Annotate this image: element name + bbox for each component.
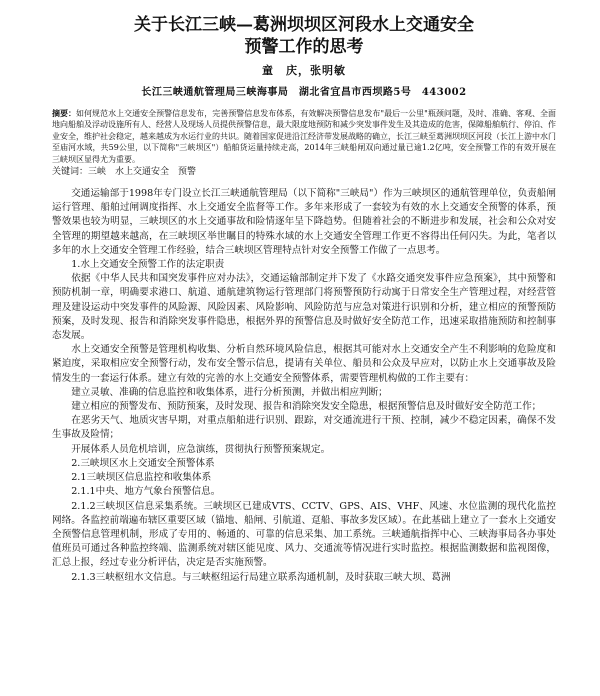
subsection-heading: 2.1.1中央、地方气象台预警信息。 [71,486,221,498]
body-paragraph: 交通运输部于1998年专门设立长江三峡通航管理局（以下简称"三峡局"）作为三峡坝区的通航管理单位，负责船闸运行管理、船舶过闸调度指挥、水上交通安全监督等工作。多年来形成了一套较为有效的水上交通安全预警的体系，预警效果也较为明显，三峡坝区的水上交通事故和险情逐年呈下降趋势。但随着社会的不断进步和发展，社会和公众对安全管理的期望越来越高，在三峡坝区举世瞩目的特殊水域的水上交通安全管理工作更不容得出任何闪失。为此，笔者以多年的水上交通安全管理工作经验，结合三峡坝区管理特点针对安全预警工作做了一点思考。 [52,188,556,256]
abstract [52,108,556,165]
affiliation: 长江三峡通航管理局三峡海事局 湖北省宜昌市西坝路5号 443002 [141,87,467,98]
section-heading: 2.三峡坝区水上交通安全预警体系 [71,457,215,469]
abstract-text: 如何规范水上交通安全预警信息发布，完善预警信息发布体系，有效解决预警信息发布"最后一公里"瓶颈问题，及时、准确、客观、全面地向船舶及浮动设施所有人、经营人及现场人员提供预警信息，最大限度地预防和减少突发事件发生及其造成的危害，保障船舶航行、停泊、作业安全，维护社会稳定，越来越成为水运行业的共识。随着国家促进沿江经济带发展战略的确立，长江三峡至葛洲坝坝区河段（长江上游中水门至庙河水域，共59公里，以下简称"三峡坝区"）船舶货运量持续走高，2014年三峡船闸双向通过量已逾1.2亿吨，安全预警工作的有效开展在三峡坝区显得尤为重要。 [52,109,556,164]
keywords-text: 三峡 水上交通安全 预警 [88,167,197,178]
section-heading: 1.水上交通安全预警工作的法定职责 [71,259,225,271]
body-paragraph: 水上交通安全预警是管理机构收集、分析自然环境风险信息，根据其可能对水上交通安全产生不利影响的危险度和紧迫度，采取相应安全预警行动，发布安全警示信息，提请有关单位、船员和公众及早应对，以防止水上交通事故及险情发生的一套运行体系。建立有效的完善的水上交通安全预警体系，需要管理机构做的工作主要有： [52,344,556,384]
subsection-heading: 2.1三峡坝区信息监控和收集体系 [71,472,212,484]
body-paragraph: 在恶劣天气、地质灾害早期，对重点船舶进行识别、跟踪，对交通流进行干预、控制，减少不稳定因素，确保不发生事故及险情； [52,415,556,441]
body-paragraph: 建立相应的预警发布、预防预案，及时发现、报告和消除突发安全隐患，根据预警信息及时做好安全防范工作； [71,401,542,413]
keywords [52,166,556,179]
abstract-label: 摘要： [52,108,77,118]
body-text [52,187,556,585]
body-paragraph: 开展体系人员危机培训，应急演练，贯彻执行预警预案规定。 [71,443,331,455]
body-paragraph: 2.1.2三峡坝区信息采集系统。三峡坝区已建成VTS、CCTV、GPS、AIS、VHF、风速、水位监测的现代化监控网络。各监控前端遍布辖区重要区域（锚地、船闸、引航道、趸船、事故多发区域）。在此基础上建立了一套水上交通安全预警信息管理机制，形成了专用的、畅通的、可靠的信息采集、加工系统。三峡通航指挥中心、三峡海事局各办事处值班员可通过各种监控终端、监测系统对辖区能见度、风力、交通流等情况进行实时监控。根据监测数据和监视图像，汇总上报，经过专业分析评估，决定是否实施预警。 [52,500,556,569]
keywords-label: 关键词： [52,167,89,178]
paper-title: 关于长江三峡—葛洲坝坝区河段水上交通安全 [134,15,474,35]
body-paragraph: 2.1.3三峡枢纽水文信息。与三峡枢纽运行局建立联系沟通机制，及时获取三峡大坝、葛洲 [71,571,451,583]
body-paragraph: 依据《中华人民共和国突发事件应对办法》，交通运输部制定并下发了《水路交通突发事件应急预案》，其中预警和预防机制一章，明确要求港口、航道、通航建筑物运行管理部门将预警预防行动寓于日常安全生产管理过程，对经营管理及建设运动中突发事件的风险源、风险因素、风险影响、风险防范与应急对策进行识别和分析，建立相应的预警预防预案，及时发现、报告和消除突发事件隐患，根据外界的预警信息及时做好安全防范工作，迅速采取措施预防和控制事态发展。 [52,273,556,342]
authors: 童 庆，张明敏 [262,64,346,77]
paper-subtitle: 预警工作的思考 [244,37,364,57]
body-paragraph: 建立灵敏、准确的信息监控和收集体系，进行分析预测，并做出相应判断； [71,386,388,398]
